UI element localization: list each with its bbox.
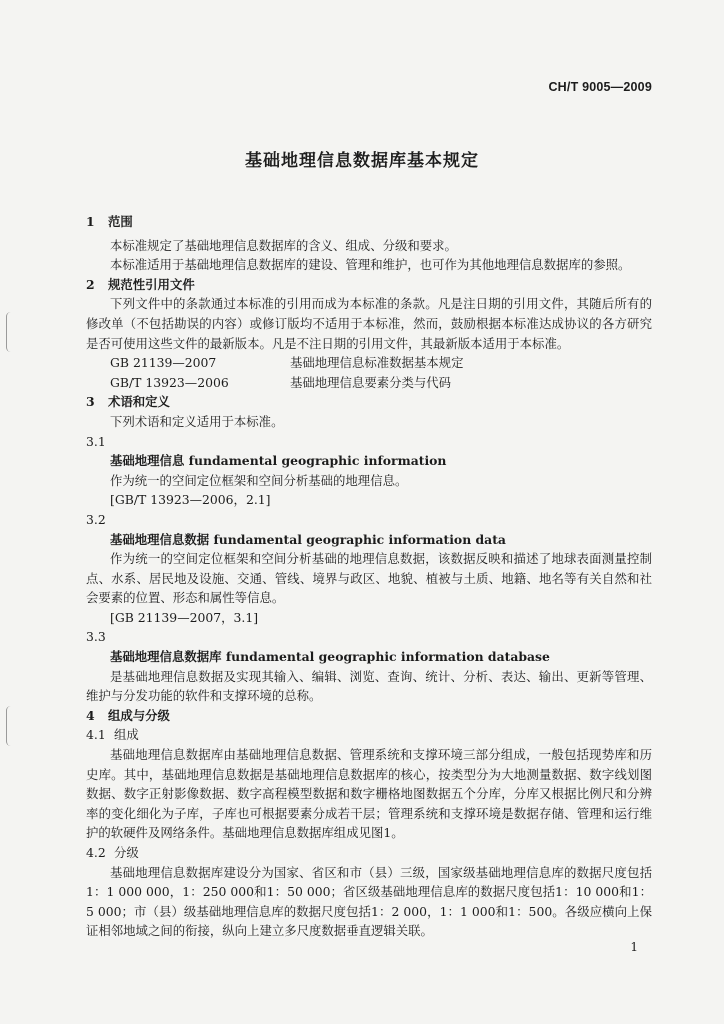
section-heading: 4 组成与分级 xyxy=(86,707,170,723)
paragraph: 下列术语和定义适用于本标准。 xyxy=(110,413,284,429)
term-reference: [GB 21139—2007，3.1] xyxy=(110,609,259,625)
term-definition: 作为统一的空间定位框架和空间分析基础的地理信息。 xyxy=(110,472,408,488)
paragraph: 基础地理信息数据库建设分为国家、省区和市（县）三级，国家级基础地理信息库的数据尺度包括1：1 000 000，1：250 000和1：50 000；省区级基础地理信息库的数据尺度包括1：10 000和1：5 000；市（县）级基础地理信息库的数据尺度包括1：2 000，1：1 000和1：500。各级应横向上保证相邻地域之间的衔接，纵向上建立多尺度数据垂直逻辑关联。 xyxy=(86,864,652,939)
binding-mark xyxy=(6,312,15,352)
subsection-heading: 4.1 组成 xyxy=(86,727,139,743)
section-heading: 1 范围 xyxy=(86,214,133,229)
section-heading: 3 术语和定义 xyxy=(86,394,170,410)
paragraph: 本标准规定了基础地理信息数据库的含义、组成、分级和要求。 xyxy=(110,237,457,253)
term-definition: 是基础地理信息数据及实现其输入、编辑、浏览、查询、统计、分析、表达、输出、更新等管理、维护与分发功能的软件和支撑环境的总称。 xyxy=(86,668,652,704)
paragraph: 本标准适用于基础地理信息数据库的建设、管理和维护，也可作为其他地理信息数据库的参照。 xyxy=(110,257,631,273)
document-title: 基础地理信息数据库基本规定 xyxy=(245,151,479,171)
binding-mark xyxy=(6,706,15,746)
term-reference: [GB/T 13923—2006，2.1] xyxy=(110,492,271,508)
paragraph: 下列文件中的条款通过本标准的引用而成为本标准的条款。凡是注日期的引用文件，其随后所有的修改单（不包括勘误的内容）或修订版均不适用于本标准，然而，鼓励根据本标准达成协议的各方研究是否可使用这些文件的最新版本。凡是不注日期的引用文件，其最新版本适用于本标准。 xyxy=(86,296,652,351)
term-title: 基础地理信息 fundamental geographic information xyxy=(110,453,447,469)
section-heading: 2 规范性引用文件 xyxy=(86,276,195,292)
term-title: 基础地理信息数据 fundamental geographic information data xyxy=(110,531,506,547)
reference-item: GB 21139—2007 基础地理信息标准数据基本规定 xyxy=(110,355,464,371)
page-number: 1 xyxy=(630,940,638,954)
term-title: 基础地理信息数据库 fundamental geographic information database xyxy=(110,649,550,665)
reference-item: GB/T 13923—2006 基础地理信息要素分类与代码 xyxy=(110,374,452,390)
term-number: 3.3 xyxy=(86,629,106,645)
term-number: 3.1 xyxy=(86,433,106,449)
standard-code: CH/T 9005—2009 xyxy=(548,80,652,94)
document-body xyxy=(86,212,652,941)
term-number: 3.2 xyxy=(86,511,106,527)
term-definition: 作为统一的空间定位框架和空间分析基础的地理信息数据，该数据反映和描述了地球表面测量控制点、水系、居民地及设施、交通、管线、境界与政区、地貌、植被与土质、地籍、地名等有关自然和社会要素的位置、形态和属性等信息。 xyxy=(86,551,652,606)
subsection-heading: 4.2 分级 xyxy=(86,845,139,860)
paragraph: 基础地理信息数据库由基础地理信息数据、管理系统和支撑环境三部分组成，一般包括现势库和历史库。其中，基础地理信息数据是基础地理信息数据库的核心，按类型分为大地测量数据、数字线划图数据、数字正射影像数据、数字高程模型数据和数字栅格地图数据五个分库，分库又根据比例尺和分辨率的变化细化为子库，子库也可根据要素分成若干层；管理系统和支撑环境是数据存储、管理和运行维护的软硬件及网络条件。基础地理信息数据库组成见图1。 xyxy=(86,747,652,841)
